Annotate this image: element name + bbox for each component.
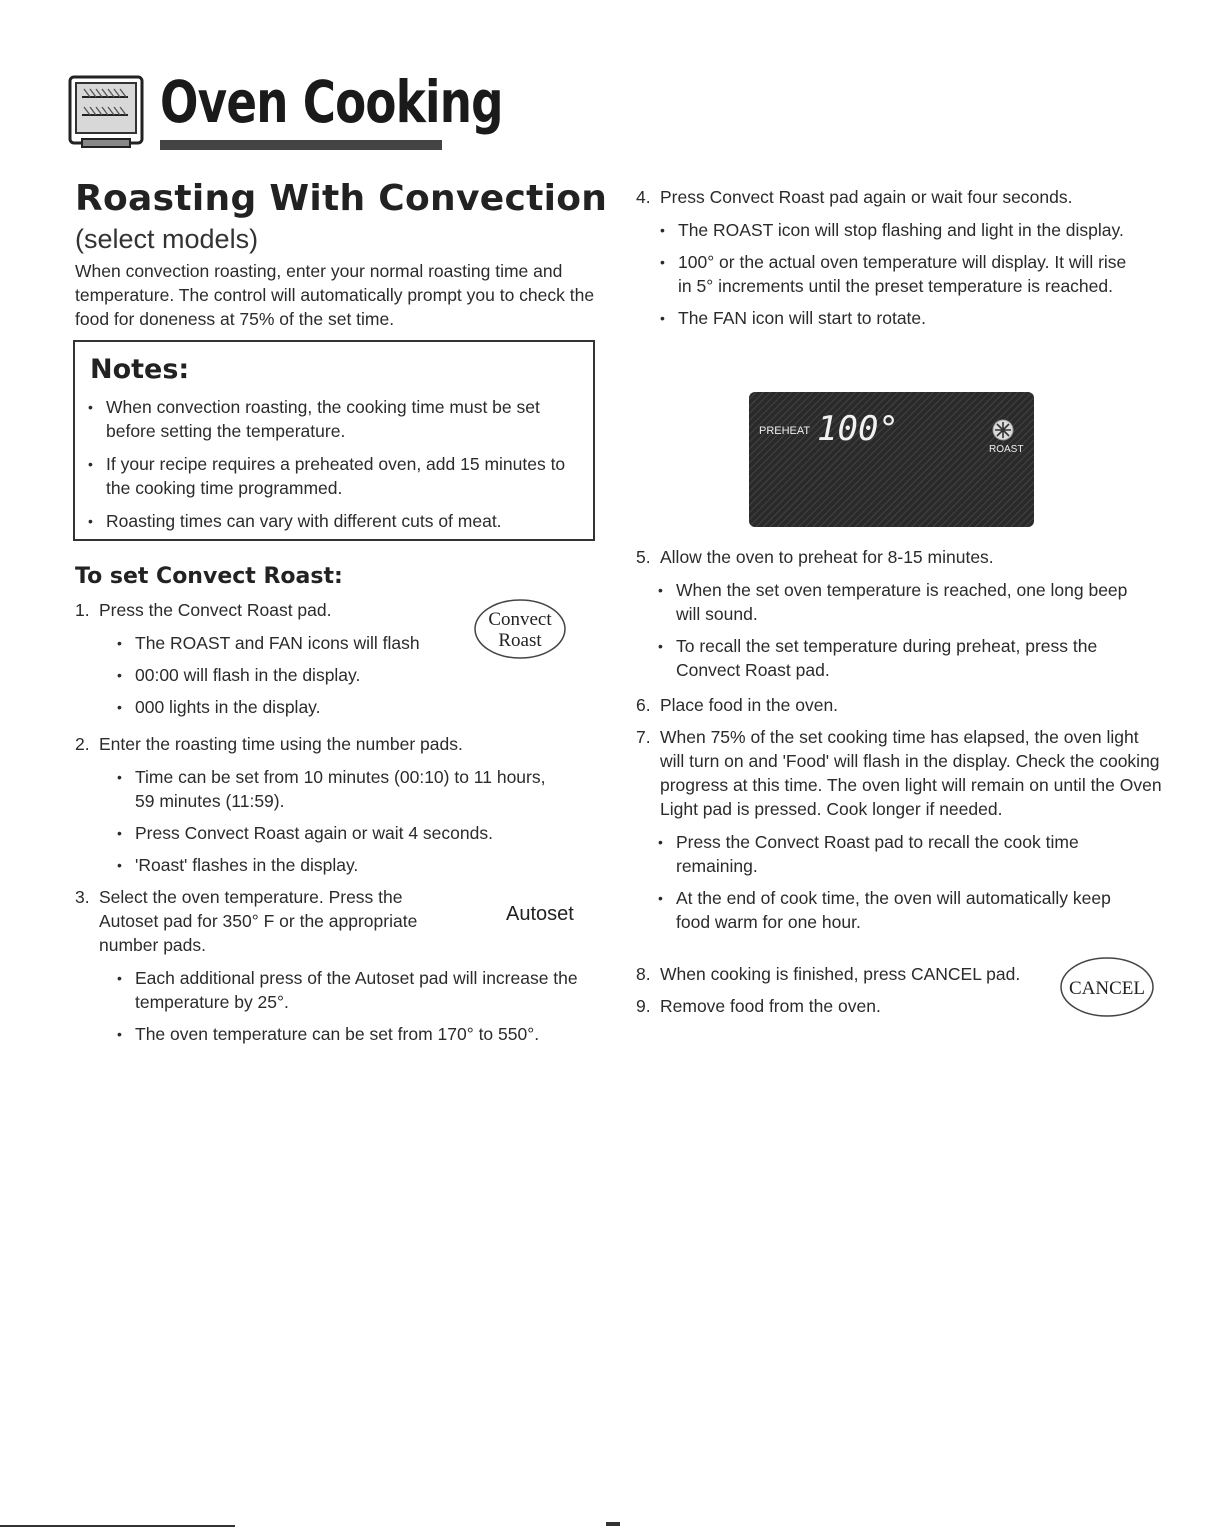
notes-list bbox=[88, 395, 588, 542]
step-number: 1. bbox=[75, 600, 90, 620]
step-1 bbox=[75, 598, 475, 727]
oven-icon bbox=[68, 75, 148, 153]
step-bullet: • 100° or the actual oven temperature will display. It will rise in 5° increments until the preset temperature is reached. bbox=[660, 250, 1130, 298]
step-number: 3. bbox=[75, 887, 90, 907]
step-text: Place food in the oven. bbox=[660, 695, 839, 715]
step-text: Press Convect Roast pad again or wait four seconds. bbox=[660, 187, 1073, 207]
step-8 bbox=[636, 962, 1056, 986]
step-bullet: • 000 lights in the display. bbox=[117, 695, 457, 719]
convect-roast-pad-icon bbox=[472, 598, 568, 660]
cancel-pad-label: CANCEL bbox=[1069, 978, 1145, 999]
convect-pad-label-1: Convect bbox=[488, 609, 552, 630]
convect-pad-label-2: Roast bbox=[498, 630, 542, 651]
step-text: Press the Convect Roast pad. bbox=[99, 600, 332, 620]
page-header-title: Oven Cooking bbox=[160, 68, 503, 136]
step-number: 4. bbox=[636, 187, 651, 207]
step-number: 6. bbox=[636, 695, 651, 715]
step-text: Select the oven temperature. Press the Autoset pad for 350° F or the appropriate number pads. bbox=[99, 887, 418, 955]
intro-paragraph: When convection roasting, enter your normal roasting time and temperature. The control will automatically prompt you to check the food for doneness at 75% of the set time. bbox=[75, 261, 595, 329]
step-text: Enter the roasting time using the number pads. bbox=[99, 734, 463, 754]
step-bullet: • 00:00 will flash in the display. bbox=[117, 663, 457, 687]
step-5 bbox=[636, 545, 1156, 690]
step-bullets bbox=[658, 578, 1138, 682]
step-number: 2. bbox=[75, 734, 90, 754]
step-7 bbox=[636, 725, 1166, 942]
step-text: Remove food from the oven. bbox=[660, 996, 881, 1016]
notes-title: Notes: bbox=[90, 354, 190, 385]
step-bullet: • Each additional press of the Autoset pad will increase the temperature by 25°. bbox=[117, 966, 587, 1014]
step-bullet: • To recall the set temperature during preheat, press the Convect Roast pad. bbox=[658, 634, 1138, 682]
step-text: Allow the oven to preheat for 8-15 minutes. bbox=[660, 547, 994, 567]
cancel-pad-icon bbox=[1058, 955, 1156, 1019]
step-number: 9. bbox=[636, 996, 651, 1016]
footer-rule bbox=[0, 1525, 235, 1527]
step-bullet: • 'Roast' flashes in the display. bbox=[117, 853, 547, 877]
step-2 bbox=[75, 732, 575, 885]
to-set-heading: To set Convect Roast: bbox=[75, 564, 343, 589]
step-bullets bbox=[117, 631, 457, 719]
step-bullet: • The FAN icon will start to rotate. bbox=[660, 306, 1130, 330]
step-4 bbox=[636, 185, 1136, 338]
section-title: Roasting With Convection bbox=[75, 178, 608, 219]
step-9 bbox=[636, 994, 1056, 1018]
step-bullet: • The ROAST icon will stop flashing and light in the display. bbox=[660, 218, 1130, 242]
step-bullet: • At the end of cook time, the oven will automatically keep food warm for one hour. bbox=[658, 886, 1148, 934]
step-bullet: • The ROAST and FAN icons will flash bbox=[117, 631, 457, 655]
step-text: When 75% of the set cooking time has elapsed, the oven light will turn on and 'Food' will flash in the display. Check the cooking progress at this time. The oven light will remain on until the Oven Light pad is pressed. Cook longer if needed. bbox=[660, 727, 1162, 819]
autoset-pad-label: Autoset bbox=[506, 903, 574, 925]
step-bullet: • The oven temperature can be set from 170° to 550°. bbox=[117, 1022, 587, 1046]
header-underline bbox=[160, 140, 442, 150]
step-6 bbox=[636, 693, 1156, 717]
step-bullets bbox=[117, 765, 547, 877]
step-text: When cooking is finished, press CANCEL pad. bbox=[660, 964, 1021, 984]
note-item: • Roasting times can vary with different cuts of meat. bbox=[88, 509, 588, 533]
oven-display-panel bbox=[749, 392, 1034, 527]
step-bullets bbox=[658, 830, 1148, 934]
step-bullet: • Press Convect Roast again or wait 4 seconds. bbox=[117, 821, 547, 845]
step-bullets bbox=[660, 218, 1130, 330]
footer-mark bbox=[606, 1522, 620, 1526]
step-number: 7. bbox=[636, 727, 651, 747]
step-bullet: • Press the Convect Roast pad to recall the cook time remaining. bbox=[658, 830, 1148, 878]
step-bullet: • When the set oven temperature is reached, one long beep will sound. bbox=[658, 578, 1138, 626]
roast-indicator: ROAST bbox=[989, 444, 1024, 455]
section-subtitle: (select models) bbox=[75, 224, 259, 254]
note-item: • If your recipe requires a preheated oven, add 15 minutes to the cooking time programmed. bbox=[88, 452, 588, 500]
note-item: • When convection roasting, the cooking time must be set before setting the temperature. bbox=[88, 395, 588, 443]
display-temperature: 100° bbox=[817, 409, 899, 449]
step-number: 5. bbox=[636, 547, 651, 567]
step-number: 8. bbox=[636, 964, 651, 984]
preheat-indicator: PREHEAT bbox=[759, 425, 811, 437]
step-bullet: • Time can be set from 10 minutes (00:10) to 11 hours, 59 minutes (11:59). bbox=[117, 765, 547, 813]
fan-blades bbox=[995, 422, 1011, 438]
step-bullets bbox=[117, 966, 587, 1046]
